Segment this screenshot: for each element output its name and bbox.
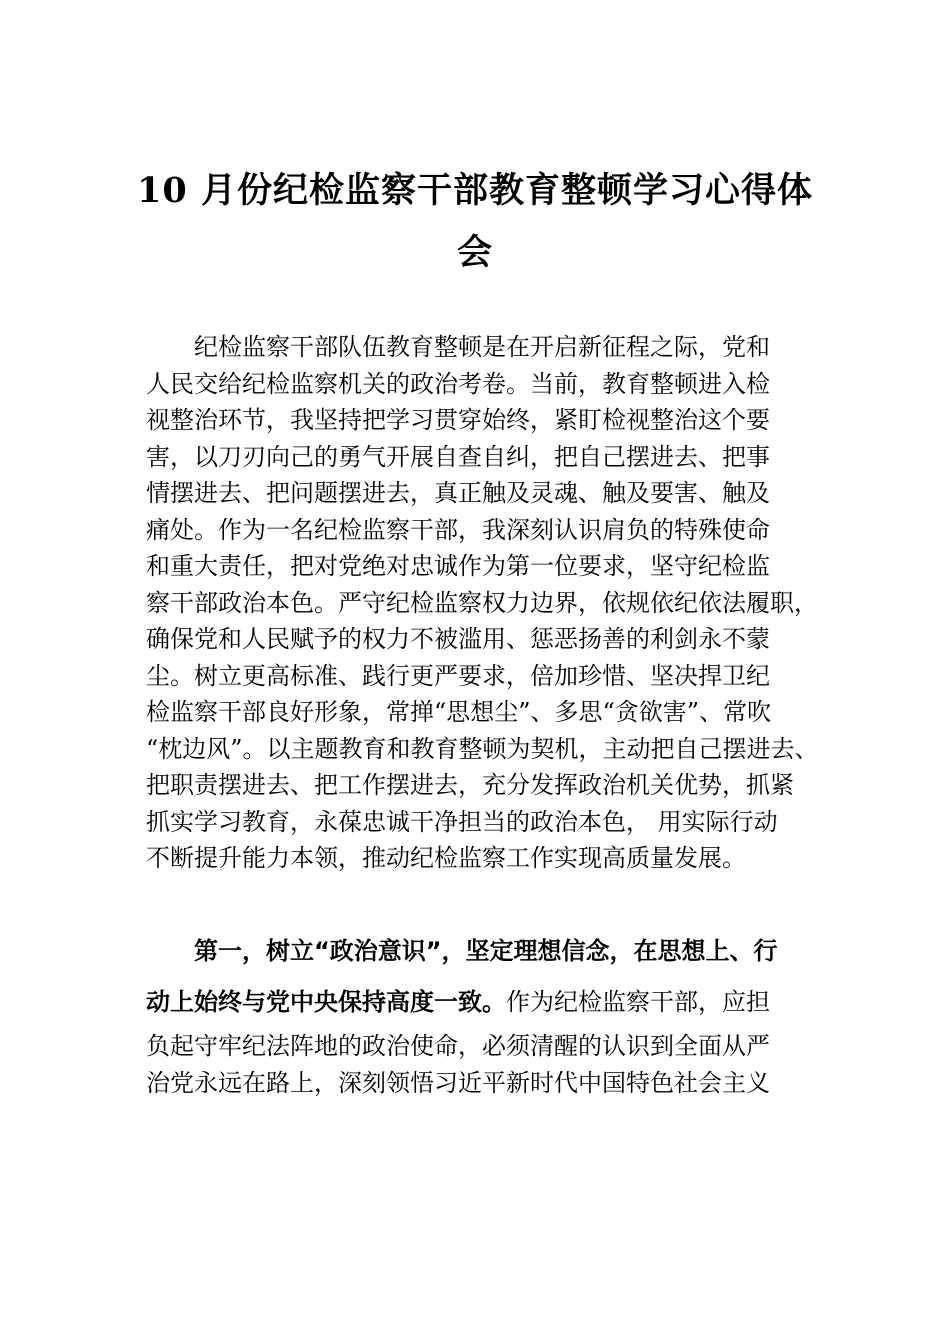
section-heading-line: 第一，树立“政治意识”，坚定理想信念，在思想上、行 xyxy=(194,937,778,965)
text-line: 视整治环节，我坚持把学习贯穿始终，紧盯检视整治这个要 xyxy=(146,406,770,434)
document-title xyxy=(130,160,820,284)
text-line: 和重大责任，把对党绝对忠诚作为第一位要求，坚守纪检监 xyxy=(146,552,770,580)
text-line: 确保党和人民赋予的权力不被滥用、惩恶扬善的利剑永不蒙 xyxy=(146,625,770,653)
text-line: 不断提升能力本领，推动纪检监察工作实现高质量发展。 xyxy=(146,844,746,872)
text-line: 人民交给纪检监察机关的政治考卷。当前，教育整顿进入检 xyxy=(146,369,770,398)
text-line: 察干部政治本色。严守纪检监察权力边界，依规依纪依法履职， xyxy=(146,588,818,617)
text-line: 纪检监察干部队伍教育整顿是在开启新征程之际，党和 xyxy=(194,333,770,361)
text-line: “枕边风”。以主题教育和教育整顿为契机，主动把自己摆进去、 xyxy=(146,734,819,763)
text-line xyxy=(146,977,836,1028)
text-line: 治党永远在路上，深刻领悟习近平新时代中国特色社会主义 xyxy=(146,1068,770,1097)
text-line: 抓实学习教育，永葆忠诚干净担当的政治本色， 用实际行动 xyxy=(146,807,778,836)
text-line: 负起守牢纪法阵地的政治使命，必须清醒的认识到全面从严 xyxy=(146,1032,770,1060)
text-line: 情摆进去、把问题摆进去，真正触及灵魂、触及要害、触及 xyxy=(146,479,770,507)
title-line: 10 月份纪检监察干部教育整顿学习心得体 xyxy=(137,170,813,211)
text-line: 检监察干部良好形象，常掸“思想尘”、多思“贪欲害”、常吹 xyxy=(146,698,772,726)
text-line: 害，以刀刃向己的勇气开展自查自纠，把自己摆进去、把事 xyxy=(146,442,770,471)
text-line: 把职责摆进去、把工作摆进去，充分发挥政治机关优势，抓紧 xyxy=(146,771,794,799)
title-line: 会 xyxy=(456,232,493,273)
text-segment: 作为纪检监察干部，应担 xyxy=(506,988,770,1016)
text-line: 尘。树立更高标准、践行更严要求，倍加珍惜、坚决捍卫纪 xyxy=(146,661,770,690)
text-line: 痛处。作为一名纪检监察干部，我深刻认识肩负的特殊使命 xyxy=(146,515,770,544)
section-heading-tail: 动上始终与党中央保持高度一致。 xyxy=(146,988,506,1016)
paragraph-intro xyxy=(146,329,836,877)
paragraph-first-point xyxy=(146,926,836,1101)
